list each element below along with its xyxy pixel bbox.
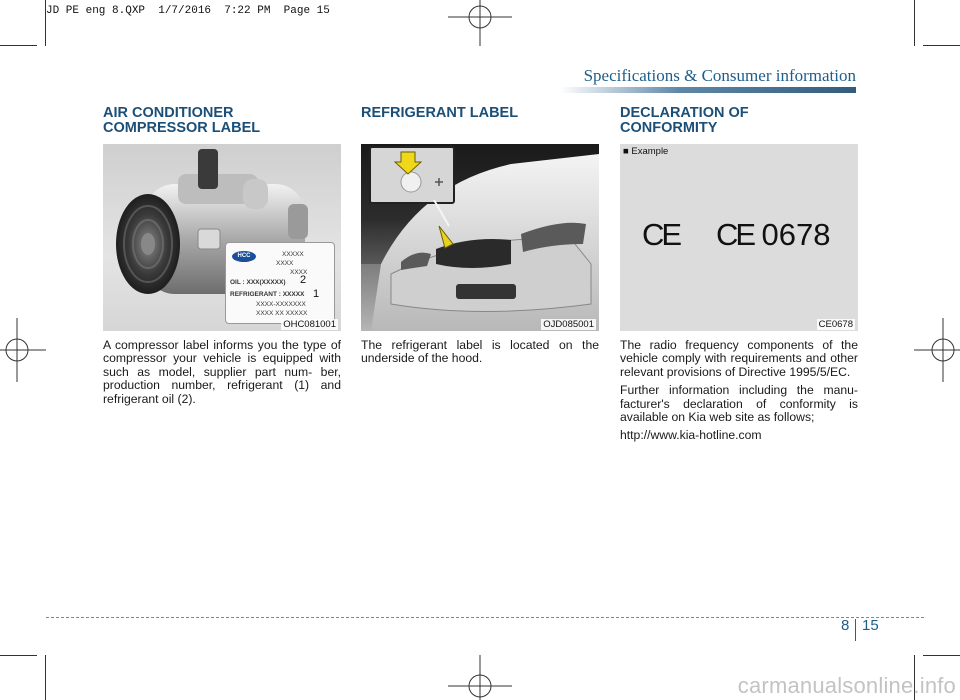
compressor-label-callout: [225, 242, 335, 324]
compressor-figure: [103, 144, 341, 331]
hood-detail-inset: [369, 146, 455, 204]
ce-mark-icon: [642, 219, 682, 251]
label-line-5: XXXX XX XXXXX: [256, 310, 308, 317]
registration-mark-bottom: [448, 655, 512, 700]
ce-mark-with-number: [716, 219, 856, 251]
label-line-4: XXXX-XXXXXXX: [256, 301, 306, 308]
crop-mark-top-left-h: [0, 45, 37, 46]
section-title: AIR CONDITIONER COMPRESSOR LABEL: [103, 105, 261, 136]
section-refrigerant-label: [361, 106, 599, 366]
figure-code: OHC081001: [283, 319, 336, 330]
ce-mark-text: CE: [642, 217, 680, 252]
notified-body-number: 0678: [761, 217, 831, 252]
section-title: REFRIGERANT LABEL: [361, 105, 519, 121]
label-oil: OIL : XXX(XXXXX): [230, 279, 286, 286]
page-number-divider: [855, 619, 856, 641]
crop-mark-top-left-v: [45, 0, 46, 46]
example-label: ■ Example: [623, 146, 669, 157]
registration-mark-right: [914, 318, 960, 382]
website-link[interactable]: http://www.kia-hotline.com: [620, 428, 762, 443]
body-paragraph: The radio frequency components of the vehicle comply with requirements and other relevant provisions of Directive 1995/5/EC.: [620, 338, 858, 379]
crop-mark-bottom-left-v: [45, 655, 46, 700]
watermark: carmanualsonline.info: [737, 673, 956, 698]
body-paragraph: A compressor label informs you the type of compressor your vehicle is equipped with such as model, supplier part num- ber, production number, refrigerant (1) and refrigerant oil (2).: [103, 338, 341, 406]
label-refrigerant-callout-number: 1: [313, 288, 320, 300]
label-line-2: XXXX: [276, 260, 294, 267]
crop-mark-top-right-v: [914, 0, 915, 46]
hcc-logo: HCC: [232, 251, 256, 262]
label-oil-callout-number: 2: [300, 274, 307, 286]
section-compressor-label: [103, 106, 341, 406]
crop-mark-bottom-right-h: [923, 655, 960, 656]
body-paragraph: The refrigerant label is located on the underside of the hood.: [361, 338, 599, 366]
chapter-title: Specifications & Consumer information: [583, 66, 856, 85]
section-title: DECLARATION OF CONFORMITY: [620, 105, 749, 136]
crop-mark-bottom-left-h: [0, 655, 37, 656]
car-hood-figure: [361, 144, 599, 331]
hood-detail-drawing: [371, 148, 455, 204]
label-line-3: XXXX: [290, 269, 308, 276]
figure-code: OJD085001: [543, 319, 594, 330]
registration-mark-top: [448, 0, 512, 46]
figure-code: CE0678: [818, 319, 853, 330]
page-number: 15: [862, 617, 879, 634]
chapter-number: 8: [841, 617, 850, 634]
print-header: JD PE eng 8.QXP 1/7/2016 7:22 PM Page 15: [46, 5, 330, 17]
ce-mark-text: CE: [716, 217, 754, 252]
registration-mark-left: [0, 318, 46, 382]
crop-mark-top-right-h: [923, 45, 960, 46]
body-paragraph: Further information including the manu- facturer's declaration of conformity is available on Kia web site as follows;: [620, 383, 858, 425]
label-line-1: XXXXX: [282, 251, 304, 258]
ce-mark-figure: [620, 144, 858, 331]
footer-rule: [46, 617, 924, 618]
header-rule: [560, 87, 856, 93]
section-declaration-of-conformity: [620, 106, 858, 443]
label-refrigerant: REFRIGERANT : XXXXX: [230, 291, 305, 298]
